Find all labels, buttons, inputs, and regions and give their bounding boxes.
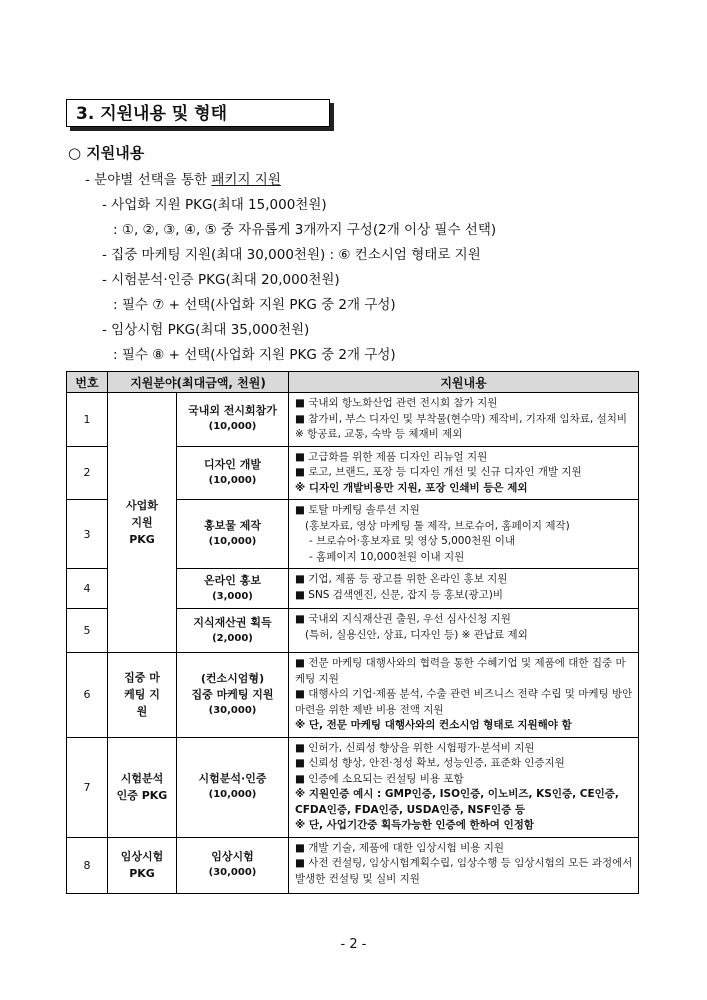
group-label: 시험분석 인증 PKG [108, 737, 177, 837]
section-title: 3. 지원내용 및 형태 [66, 99, 330, 127]
field-cell: 임상시험 (30,000) [177, 837, 289, 893]
table-row [67, 393, 639, 447]
content-cell: ■ 국내외 지식재산권 출원, 우선 심사신청 지원 (특허, 실용신안, 상표, 디자인 등) ※ 관납료 제외 [289, 609, 639, 653]
field-cell: 국내외 전시회참가 (10,000) [177, 393, 289, 447]
content-cell: ■ 국내외 항노화산업 관련 전시회 참가 지원 ■ 참가비, 부스 디자인 및 부착물(현수막) 제작비, 기자재 임차료, 설치비 ※ 항공료, 교통, 숙박 등 체재비 제외 [289, 393, 639, 447]
group-label: 임상시험 PKG [108, 837, 177, 893]
row-number: 2 [67, 446, 108, 500]
header-field: 지원분야(최대금액, 천원) [108, 372, 289, 393]
field-cell: 디자인 개발 (10,000) [177, 446, 289, 500]
field-cell: 온라인 홍보 (3,000) [177, 569, 289, 609]
field-cell: (컨소시엄형) 집중 마케팅 지원 (30,000) [177, 653, 289, 738]
content-cell: ■ 고급화를 위한 제품 디자인 리뉴얼 지원 ■ 로고, 브랜드, 포장 등 디자인 개선 및 신규 디자인 개발 지원 ※ 디자인 개발비용만 지원, 포장 인쇄비 등은 제외 [289, 446, 639, 500]
row-number: 1 [67, 393, 108, 447]
intro-line-6: : 필수 ⑦ + 선택(사업화 지원 PKG 중 2개 구성) [113, 297, 396, 313]
content-cell: ■ 개발 기술, 제품에 대한 임상시험 비용 지원 ■ 사전 컨설팅, 임상시험계획수립, 임상수행 등 임상시험의 모든 과정에서 발생한 컨설팅 및 실비 지원 [289, 837, 639, 893]
intro-line-5: - 시험분석·인증 PKG(최대 20,000천원) [102, 272, 340, 288]
table-header-row [67, 372, 639, 393]
intro-line-8: : 필수 ⑧ + 선택(사업화 지원 PKG 중 2개 구성) [113, 347, 396, 363]
row-number: 6 [67, 653, 108, 738]
content-cell: ■ 토탈 마케팅 솔루션 지원 (홍보자료, 영상 마케팅 툴 제작, 브로슈어, 홈페이지 제작) - 브로슈어·홍보자료 및 영상 5,000천원 이내 - 홈페이지 10,000천원 이내 지원 [289, 500, 639, 569]
table-row [67, 837, 639, 893]
intro-line-7: - 임상시험 PKG(최대 35,000천원) [102, 322, 310, 338]
row-number: 4 [67, 569, 108, 609]
group-label: 사업화 지원 PKG [108, 393, 177, 653]
table-row [67, 653, 639, 738]
content-cell: ■ 인허가, 신뢰성 향상을 위한 시험평가·분석비 지원 ■ 신뢰성 향상, 안전·청성 확보, 성능인증, 표준화 인증지원 ■ 인증에 소요되는 컨설팅 비용 포함 ※ 지원인증 예시 : GMP인증, ISO인증, 이노비즈, KS인증, CE인증, CFDA인증, FDA인증, USDA인증, NSF인증 등 ※ 단, 사업기간중 획득가능한 인증에 한하여 인정함 [289, 737, 639, 837]
sub-title: ○ 지원내용 [68, 144, 145, 162]
row-number: 8 [67, 837, 108, 893]
content-cell: ■ 기업, 제품 등 광고를 위한 온라인 홍보 지원 ■ SNS 검색엔진, 신문, 잡지 등 홍보(광고)비 [289, 569, 639, 609]
intro-line-2: - 사업화 지원 PKG(최대 15,000천원) [102, 197, 327, 213]
group-label: 집중 마케팅 지원 [108, 653, 177, 738]
intro-line-1: - 분야별 선택을 통한 패키지 지원 [85, 172, 281, 188]
field-cell: 지식재산권 획득 (2,000) [177, 609, 289, 653]
content-cell: ■ 전문 마케팅 대행사와의 협력을 통한 수혜기업 및 제품에 대한 집중 마케팅 지원 ■ 대행사의 기업·제품 분석, 수출 관련 비즈니스 전략 수립 및 마케팅 방안 마련을 위한 제반 비용 전액 지원 ※ 단, 전문 마케팅 대행사와의 컨소시엄 형태로 지원해야 함 [289, 653, 639, 738]
table-row [67, 737, 639, 837]
page-number: - 2 - [340, 937, 367, 952]
intro-line-4: - 집중 마케팅 지원(최대 30,000천원) : ⑥ 컨소시엄 형태로 지원 [102, 247, 481, 263]
row-number: 5 [67, 609, 108, 653]
row-number: 3 [67, 500, 108, 569]
field-cell: 홍보물 제작 (10,000) [177, 500, 289, 569]
support-table [66, 371, 639, 894]
row-number: 7 [67, 737, 108, 837]
header-content: 지원내용 [289, 372, 639, 393]
intro-line-3: : ①, ②, ③, ④, ⑤ 중 자유롭게 3개까지 구성(2개 이상 필수 선택) [113, 222, 497, 238]
header-number: 번호 [67, 372, 108, 393]
field-cell: 시험분석·인증 (10,000) [177, 737, 289, 837]
